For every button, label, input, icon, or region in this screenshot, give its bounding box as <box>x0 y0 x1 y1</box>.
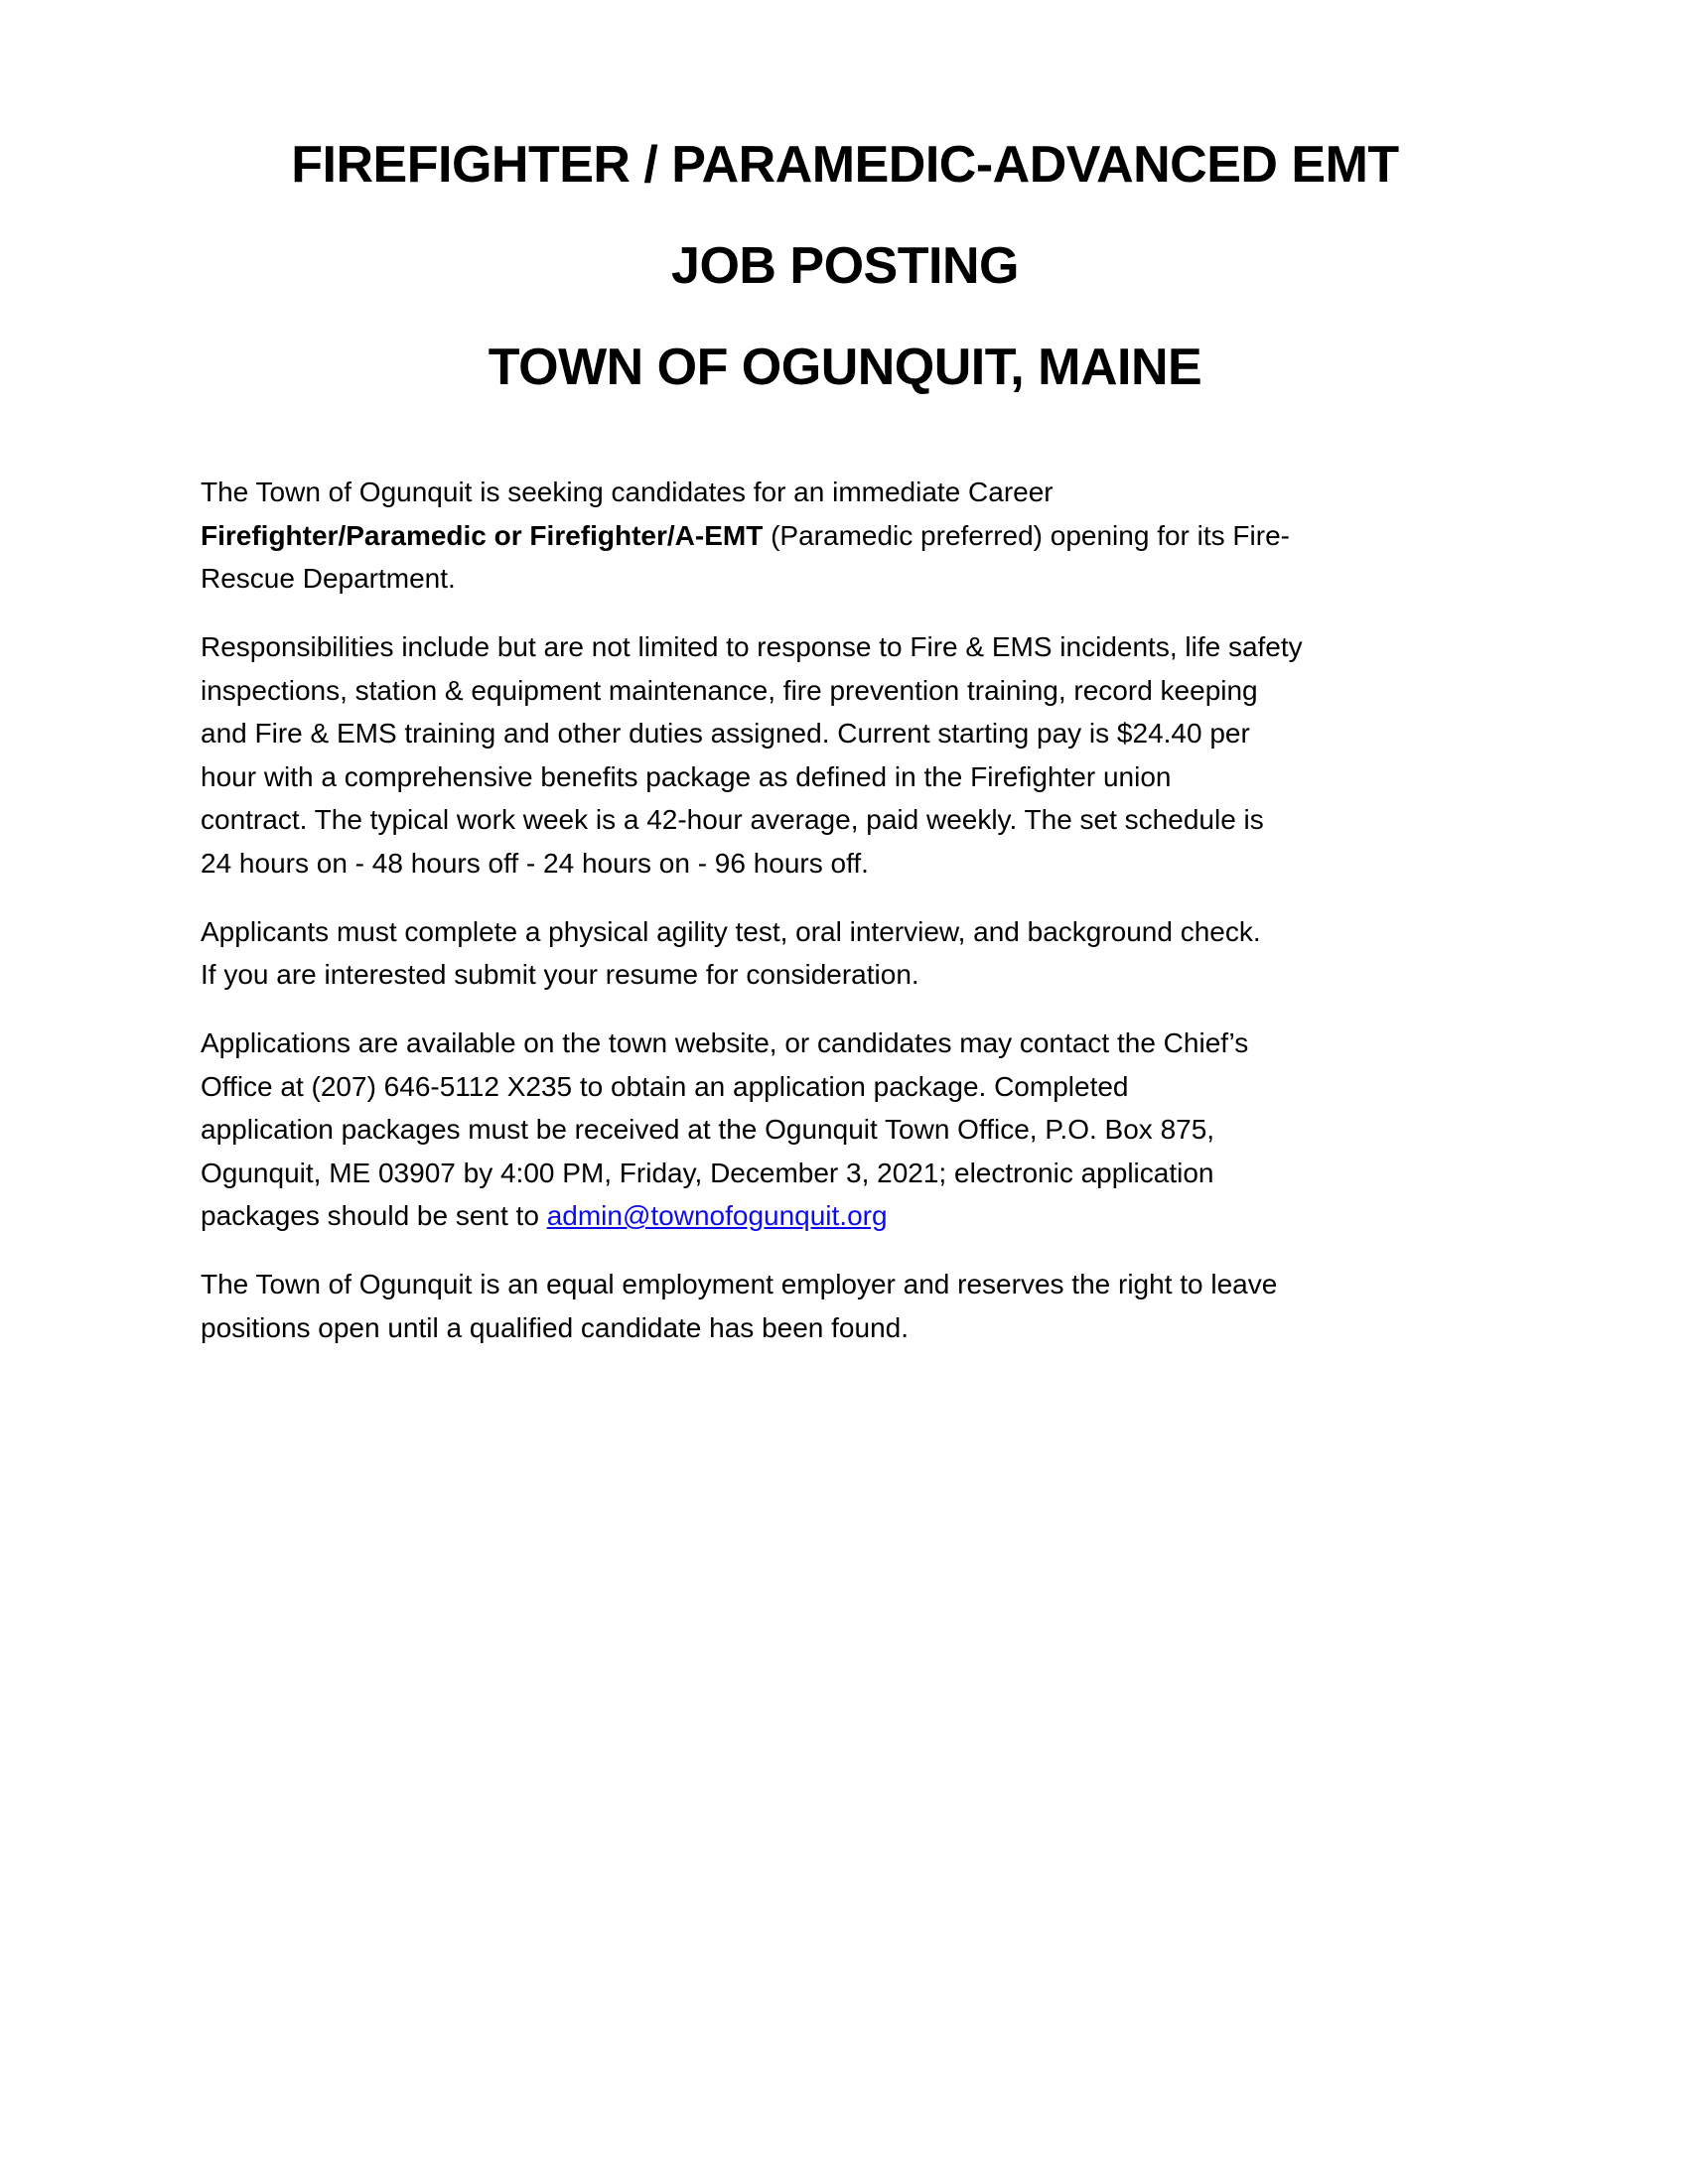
email-link[interactable]: admin@townofogunquit.org <box>546 1200 888 1231</box>
body-text: Applicants must complete a physical agility test, oral interview, and background check. <box>201 915 1261 947</box>
text-line <box>201 625 1489 669</box>
body-text: Applications are available on the town website, or candidates may contact the Chief’s <box>201 1027 1249 1058</box>
body-text: Rescue Department. <box>201 563 456 594</box>
page-title: FIREFIGHTER / PARAMEDIC-ADVANCED EMT <box>291 136 1399 194</box>
text-line <box>201 1065 1489 1109</box>
body-text: Ogunquit, ME 03907 by 4:00 PM, Friday, December 3, 2021; electronic application <box>201 1157 1214 1188</box>
page-location-title: TOWN OF OGUNQUIT, MAINE <box>488 339 1202 396</box>
text-line <box>201 557 1489 601</box>
text-line <box>201 1306 1489 1350</box>
body-text: application packages must be received at the Ogunquit Town Office, P.O. Box 875, <box>201 1114 1215 1145</box>
body-text: The Town of Ogunquit is an equal employment employer and reserves the right to leave <box>201 1269 1278 1299</box>
text-line <box>201 514 1489 558</box>
body-text: Office at (207) 646-5112 X235 to obtain an application package. Completed <box>201 1070 1129 1102</box>
body-text: (Paramedic preferred) opening for its Fire- <box>763 519 1290 551</box>
body-text: Responsibilities include but are not limited to response to Fire & EMS incidents, life safety <box>201 631 1303 662</box>
text-line <box>201 953 1489 997</box>
text-line <box>201 712 1489 755</box>
body-text: 24 hours on - 48 hours off - 24 hours on - 96 hours off. <box>201 847 869 879</box>
paragraph-4 <box>201 1022 1489 1238</box>
document-body <box>201 471 1489 1349</box>
text-line <box>201 1152 1489 1195</box>
body-text: hour with a comprehensive benefits package as defined in the Firefighter union <box>201 760 1172 792</box>
text-line <box>201 1263 1489 1306</box>
body-text: contract. The typical work week is a 42-hour average, paid weekly. The set schedule is <box>201 804 1264 835</box>
bold-text: Firefighter/Paramedic or Firefighter/A-EMT <box>201 519 764 551</box>
text-line <box>201 1022 1489 1065</box>
paragraph-1 <box>201 471 1489 601</box>
body-text: inspections, station & equipment maintenance, fire prevention training, record keeping <box>201 674 1258 706</box>
text-line <box>201 755 1489 799</box>
text-line <box>201 1194 1489 1238</box>
paragraph-5 <box>201 1263 1489 1349</box>
body-text: and Fire & EMS training and other duties assigned. Current starting pay is $24.40 per <box>201 718 1250 749</box>
paragraph-2 <box>201 625 1489 885</box>
text-line <box>201 910 1489 954</box>
text-line <box>201 669 1489 713</box>
body-text: packages should be sent to <box>201 1200 547 1231</box>
text-line <box>201 798 1489 842</box>
page-subtitle: JOB POSTING <box>671 237 1019 295</box>
text-line <box>201 471 1489 514</box>
paragraph-3 <box>201 910 1489 997</box>
text-line <box>201 842 1489 886</box>
text-line <box>201 1108 1489 1152</box>
body-text: If you are interested submit your resume for consideration. <box>201 959 919 990</box>
body-text: positions open until a qualified candidate has been found. <box>201 1311 909 1343</box>
body-text: The Town of Ogunquit is seeking candidates for an immediate Career <box>201 477 1054 507</box>
